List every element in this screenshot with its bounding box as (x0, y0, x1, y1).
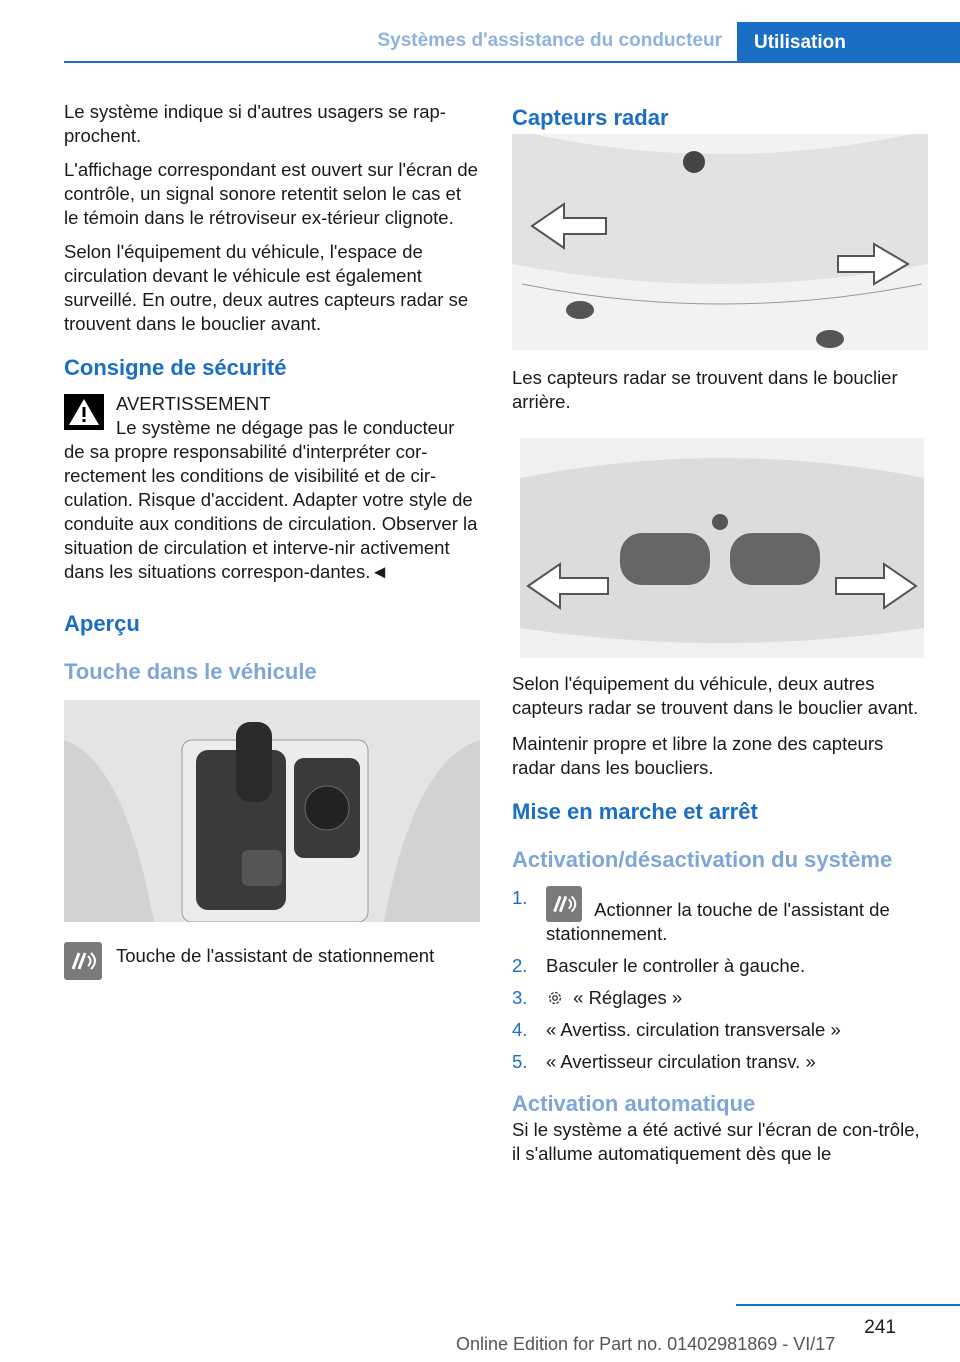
keep-clean-note: Maintenir propre et libre la zone des capteurs radar dans les boucliers. (512, 733, 884, 778)
step-number: 3. (512, 987, 528, 1008)
parking-assistant-icon (64, 942, 102, 980)
warning-triangle-icon (64, 394, 104, 430)
center-console-illustration (64, 700, 480, 922)
header-rule (64, 61, 960, 63)
step-1 (512, 886, 928, 946)
parking-assistant-icon (546, 886, 582, 922)
warning-text: de sa propre responsabilité d'interpréter cor-rectement les conditions de visibilité et de cir-culation. Risque d'accident. Adapter votre style de conduite aux conditions de circulation. Observer la situation de circulation et interve-nir activement dans les situations correspon-dantes.◄ (64, 441, 478, 582)
footer-rule (736, 1304, 960, 1306)
rear-bumper-image (512, 134, 928, 350)
right-column (512, 100, 928, 1176)
step-5 (512, 1050, 928, 1074)
edition-note: Online Edition for Part no. 01402981869 - VI/17 (456, 1334, 836, 1354)
rear-sensors-caption: Les capteurs radar se trouvent dans le bouclier arrière. (512, 367, 898, 412)
step-number: 2. (512, 955, 528, 976)
pdc-button-legend (64, 942, 480, 980)
warning-block (64, 392, 480, 584)
front-bumper-illustration (520, 438, 924, 658)
rear-bumper-illustration (512, 134, 928, 350)
step-number: 5. (512, 1051, 528, 1072)
radar-sensors-heading: Capteurs radar (512, 105, 669, 130)
front-sensors-caption: Selon l'équipement du véhicule, deux autres capteurs radar se trouvent dans le bouclier avant. (512, 673, 919, 718)
step-text: Actionner la touche de l'assistant de stationnement. (546, 899, 890, 944)
activation-heading: Activation/désactivation du système (512, 847, 893, 872)
safety-heading: Consigne de sécurité (64, 355, 287, 380)
intro-paragraph-2: L'affichage correspondant est ouvert sur l'écran de contrôle, un signal sonore retentit selon le cas et le témoin dans le rétroviseur ex-térieur clignote. (64, 159, 478, 228)
warning-title: AVERTISSEMENT (116, 393, 271, 414)
step-text: Basculer le controller à gauche. (546, 955, 806, 976)
left-column (64, 100, 480, 980)
header-section-title: Systèmes d'assistance du conducteur (377, 30, 722, 51)
warning-first-line: Le système ne dégage pas le conducteur (116, 417, 455, 438)
step-text: « Avertisseur circulation transv. » (546, 1051, 816, 1072)
step-number: 1. (512, 887, 528, 908)
center-console-image (64, 700, 480, 922)
step-number: 4. (512, 1019, 528, 1040)
step-3 (512, 986, 928, 1010)
gear-icon (546, 989, 564, 1007)
auto-activation-text: Si le système a été activé sur l'écran de con-trôle, il s'allume automatiquement dès que le (512, 1119, 920, 1164)
button-in-vehicle-heading: Touche dans le véhicule (64, 659, 317, 684)
overview-heading: Aperçu (64, 611, 140, 636)
intro-paragraph-3: Selon l'équipement du véhicule, l'espace de circulation devant le véhicule est également surveillé. En outre, deux autres capteurs radar se trouvent dans le bouclier avant. (64, 241, 469, 334)
step-text: « Réglages » (573, 987, 683, 1008)
on-off-heading: Mise en marche et arrêt (512, 799, 758, 824)
step-2 (512, 954, 928, 978)
auto-activation-heading: Activation automatique (512, 1091, 756, 1116)
step-4 (512, 1018, 928, 1042)
intro-paragraph-1: Le système indique si d'autres usagers se rap-prochent. (64, 101, 446, 146)
button-caption: Touche de l'assistant de stationnement (116, 945, 435, 966)
header-chapter-tab[interactable]: Utilisation (737, 22, 960, 63)
front-bumper-image (520, 438, 924, 658)
page-number: 241 (864, 1317, 896, 1338)
step-text: « Avertiss. circulation transversale » (546, 1019, 841, 1040)
activation-steps (512, 886, 928, 1074)
